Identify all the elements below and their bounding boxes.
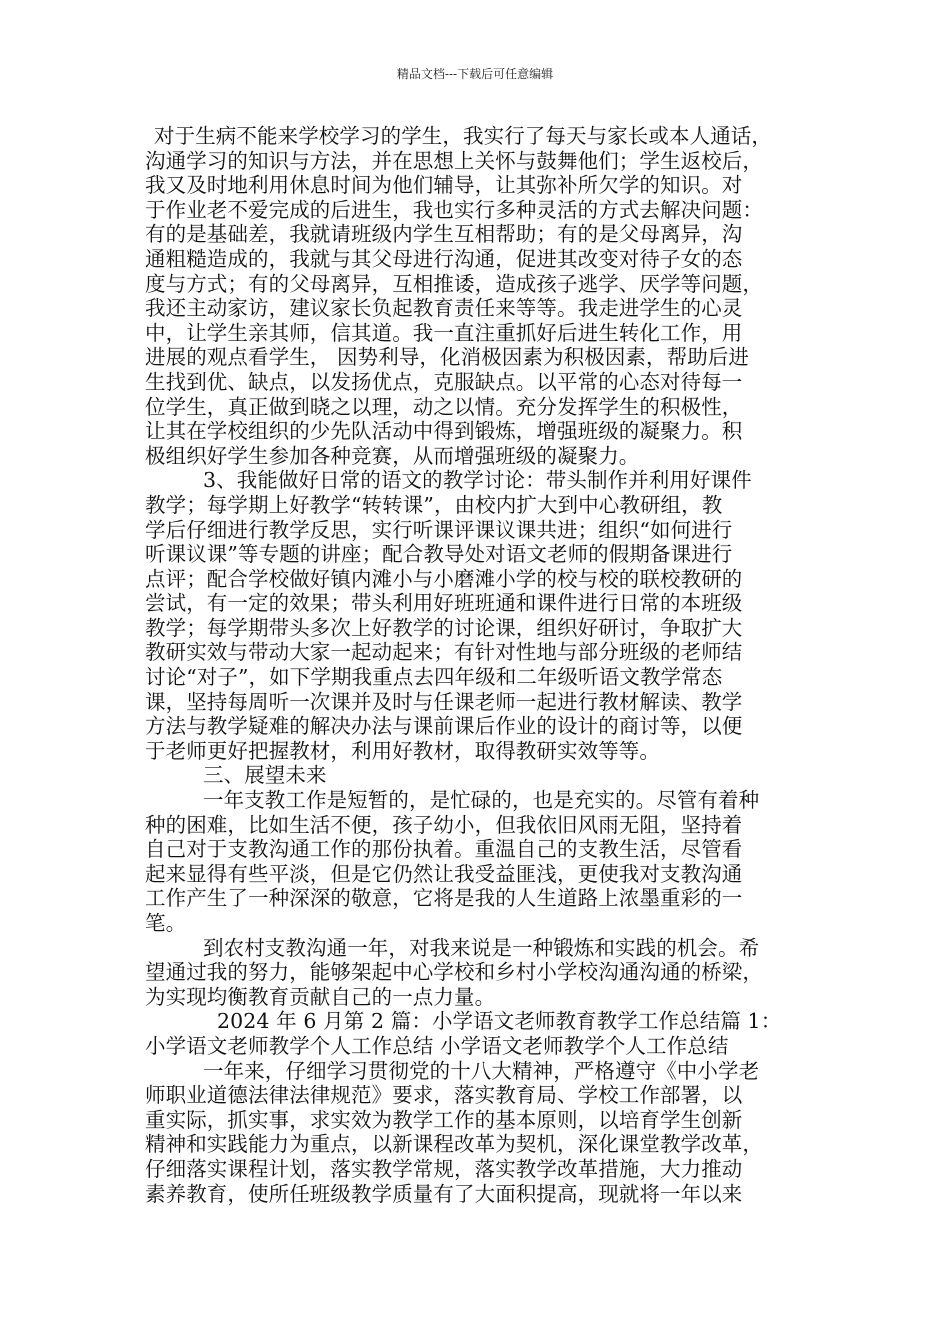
text-line: 于老师更好把握教材，利用好教材，取得教研实效等等。 [145, 738, 660, 763]
text-line: 一年支教工作是短暂的，是忙碌的，也是充实的。尽管有着种 [203, 788, 760, 813]
text-line: 一年来，仔细学习贯彻党的十八大精神，严格遵守《中小学老 [203, 1058, 760, 1083]
text-line: 度与方式；有的父母离异，互相推诿，造成孩子逃学、厌学等问题， [145, 271, 763, 296]
text-line: 对于生病不能来学校学习的学生，我实行了每天与家长或本人通话， [154, 124, 772, 148]
text-line: 沟通学习的知识与方法，并在思想上关怀与鼓舞他们；学生返校后， [145, 148, 763, 173]
text-line: 小学语文老师教学个人工作总结 小学语文老师教学个人工作总结 [145, 1033, 729, 1058]
text-line: 有的是基础差，我就请班级内学生互相帮助；有的是父母离异，沟 [145, 222, 743, 247]
text-line: 教研实效与带动大家一起动起来；有针对性地与部分班级的老师结 [145, 640, 743, 665]
text-line: 讨论“对子”，如下学期我重点去四年级和二年级听语文教学常态 [145, 665, 723, 690]
text-line: 重实际，抓实事，求实效为教学工作的基本原则，以培育学生创新 [145, 1107, 743, 1132]
text-line: 素养教育，使所任班级教学质量有了大面积提高，现就将一年以来 [145, 1181, 743, 1206]
text-line: 进展的观点看学生， 因势利导，化消极因素为积极因素，帮助后进 [145, 345, 750, 370]
text-line: 于作业老不爱完成的后进生，我也实行多种灵活的方式去解决问题： [145, 197, 763, 222]
document-body [145, 124, 805, 1206]
text-line: 仔细落实课程计划，落实教学常规，落实教学改革措施，大力推动 [145, 1156, 743, 1181]
text-line: 教学；每学期上好教学“转转课”，由校内扩大到中心教研组，教 [145, 492, 723, 517]
text-line: 听课议课”等专题的讲座；配合教导处对语文老师的假期备课进行 [145, 542, 733, 567]
text-line: 我又及时地利用休息时间为他们辅导，让其弥补所欠学的知识。对 [145, 173, 743, 198]
text-line: 为实现均衡教育贡献自己的一点力量。 [145, 984, 496, 1009]
text-line: 通粗糙造成的，我就与其父母进行沟通，促进其改变对待子女的态 [145, 246, 743, 271]
text-line: 课，坚持每周听一次课并及时与任课老师一起进行教材解读、教学 [145, 689, 743, 714]
text-line: 尝试，有一定的效果；带头利用好班班通和课件进行日常的本班级 [145, 591, 743, 616]
text-line: 点评；配合学校做好镇内滩小与小磨滩小学的校与校的联校教研的 [145, 566, 743, 591]
text-line: 望通过我的努力，能够架起中心学校和乡村小学校沟通沟通的桥梁， [145, 960, 763, 985]
text-line: 到农村支教沟通一年，对我来说是一种锻炼和实践的机会。希 [203, 935, 760, 960]
text-line: 方法与教学疑难的解决办法与课前课后作业的设计的商讨等，以便 [145, 714, 743, 739]
text-line: 自己对于支教沟通工作的那份执着。重温自己的支教生活，尽管看 [145, 837, 743, 862]
text-line: 3、我能做好日常的语文的教学讨论：带头制作并利用好课件 [203, 468, 752, 493]
text-line: 我还主动家访，建议家长负起教育责任来等等。我走进学生的心灵 [145, 296, 743, 321]
text-line: 精神和实践能力为重点，以新课程改革为契机，深化课堂教学改革， [145, 1132, 763, 1157]
text-line: 起来显得有些平淡，但是它仍然让我受益匪浅，更使我对支教沟通 [145, 861, 743, 886]
text-line: 笔。 [145, 911, 187, 935]
text-line: 位学生，真正做到晓之以理，动之以情。充分发挥学生的积极性， [145, 394, 743, 419]
text-line: 种的困难，比如生活不便，孩子幼小，但我依旧风雨无阻，坚持着 [145, 812, 743, 837]
text-line: 中，让学生亲其师，信其道。我一直注重抓好后进生转化工作，用 [145, 320, 743, 345]
text-line: 2024 年 6 月第 2 篇：小学语文老师教育教学工作总结篇 1： [217, 1009, 782, 1034]
text-line: 教学；每学期带头多次上好教学的讨论课，组织好研讨，争取扩大 [145, 615, 743, 640]
text-line: 师职业道德法律法律规范》要求，落实教育局、学校工作部署，以 [145, 1083, 743, 1108]
text-line: 工作产生了一种深深的敬意，它将是我的人生道路上浓墨重彩的一 [145, 886, 743, 911]
text-line: 三、展望未来 [203, 763, 327, 788]
text-line: 生找到优、缺点，以发扬优点，克服缺点。以平常的心态对待每一 [145, 369, 743, 394]
text-line: 学后仔细进行教学反思，实行听课评课议课共进；组织“如何进行 [145, 517, 733, 542]
page-header: 精品文档---下载后可任意编辑 [396, 67, 554, 81]
text-line: 让其在学校组织的少先队活动中得到锻炼，增强班级的凝聚力。积 [145, 419, 743, 444]
text-line: 极组织好学生参加各种竞赛，从而增强班级的凝聚力。 [145, 443, 640, 468]
